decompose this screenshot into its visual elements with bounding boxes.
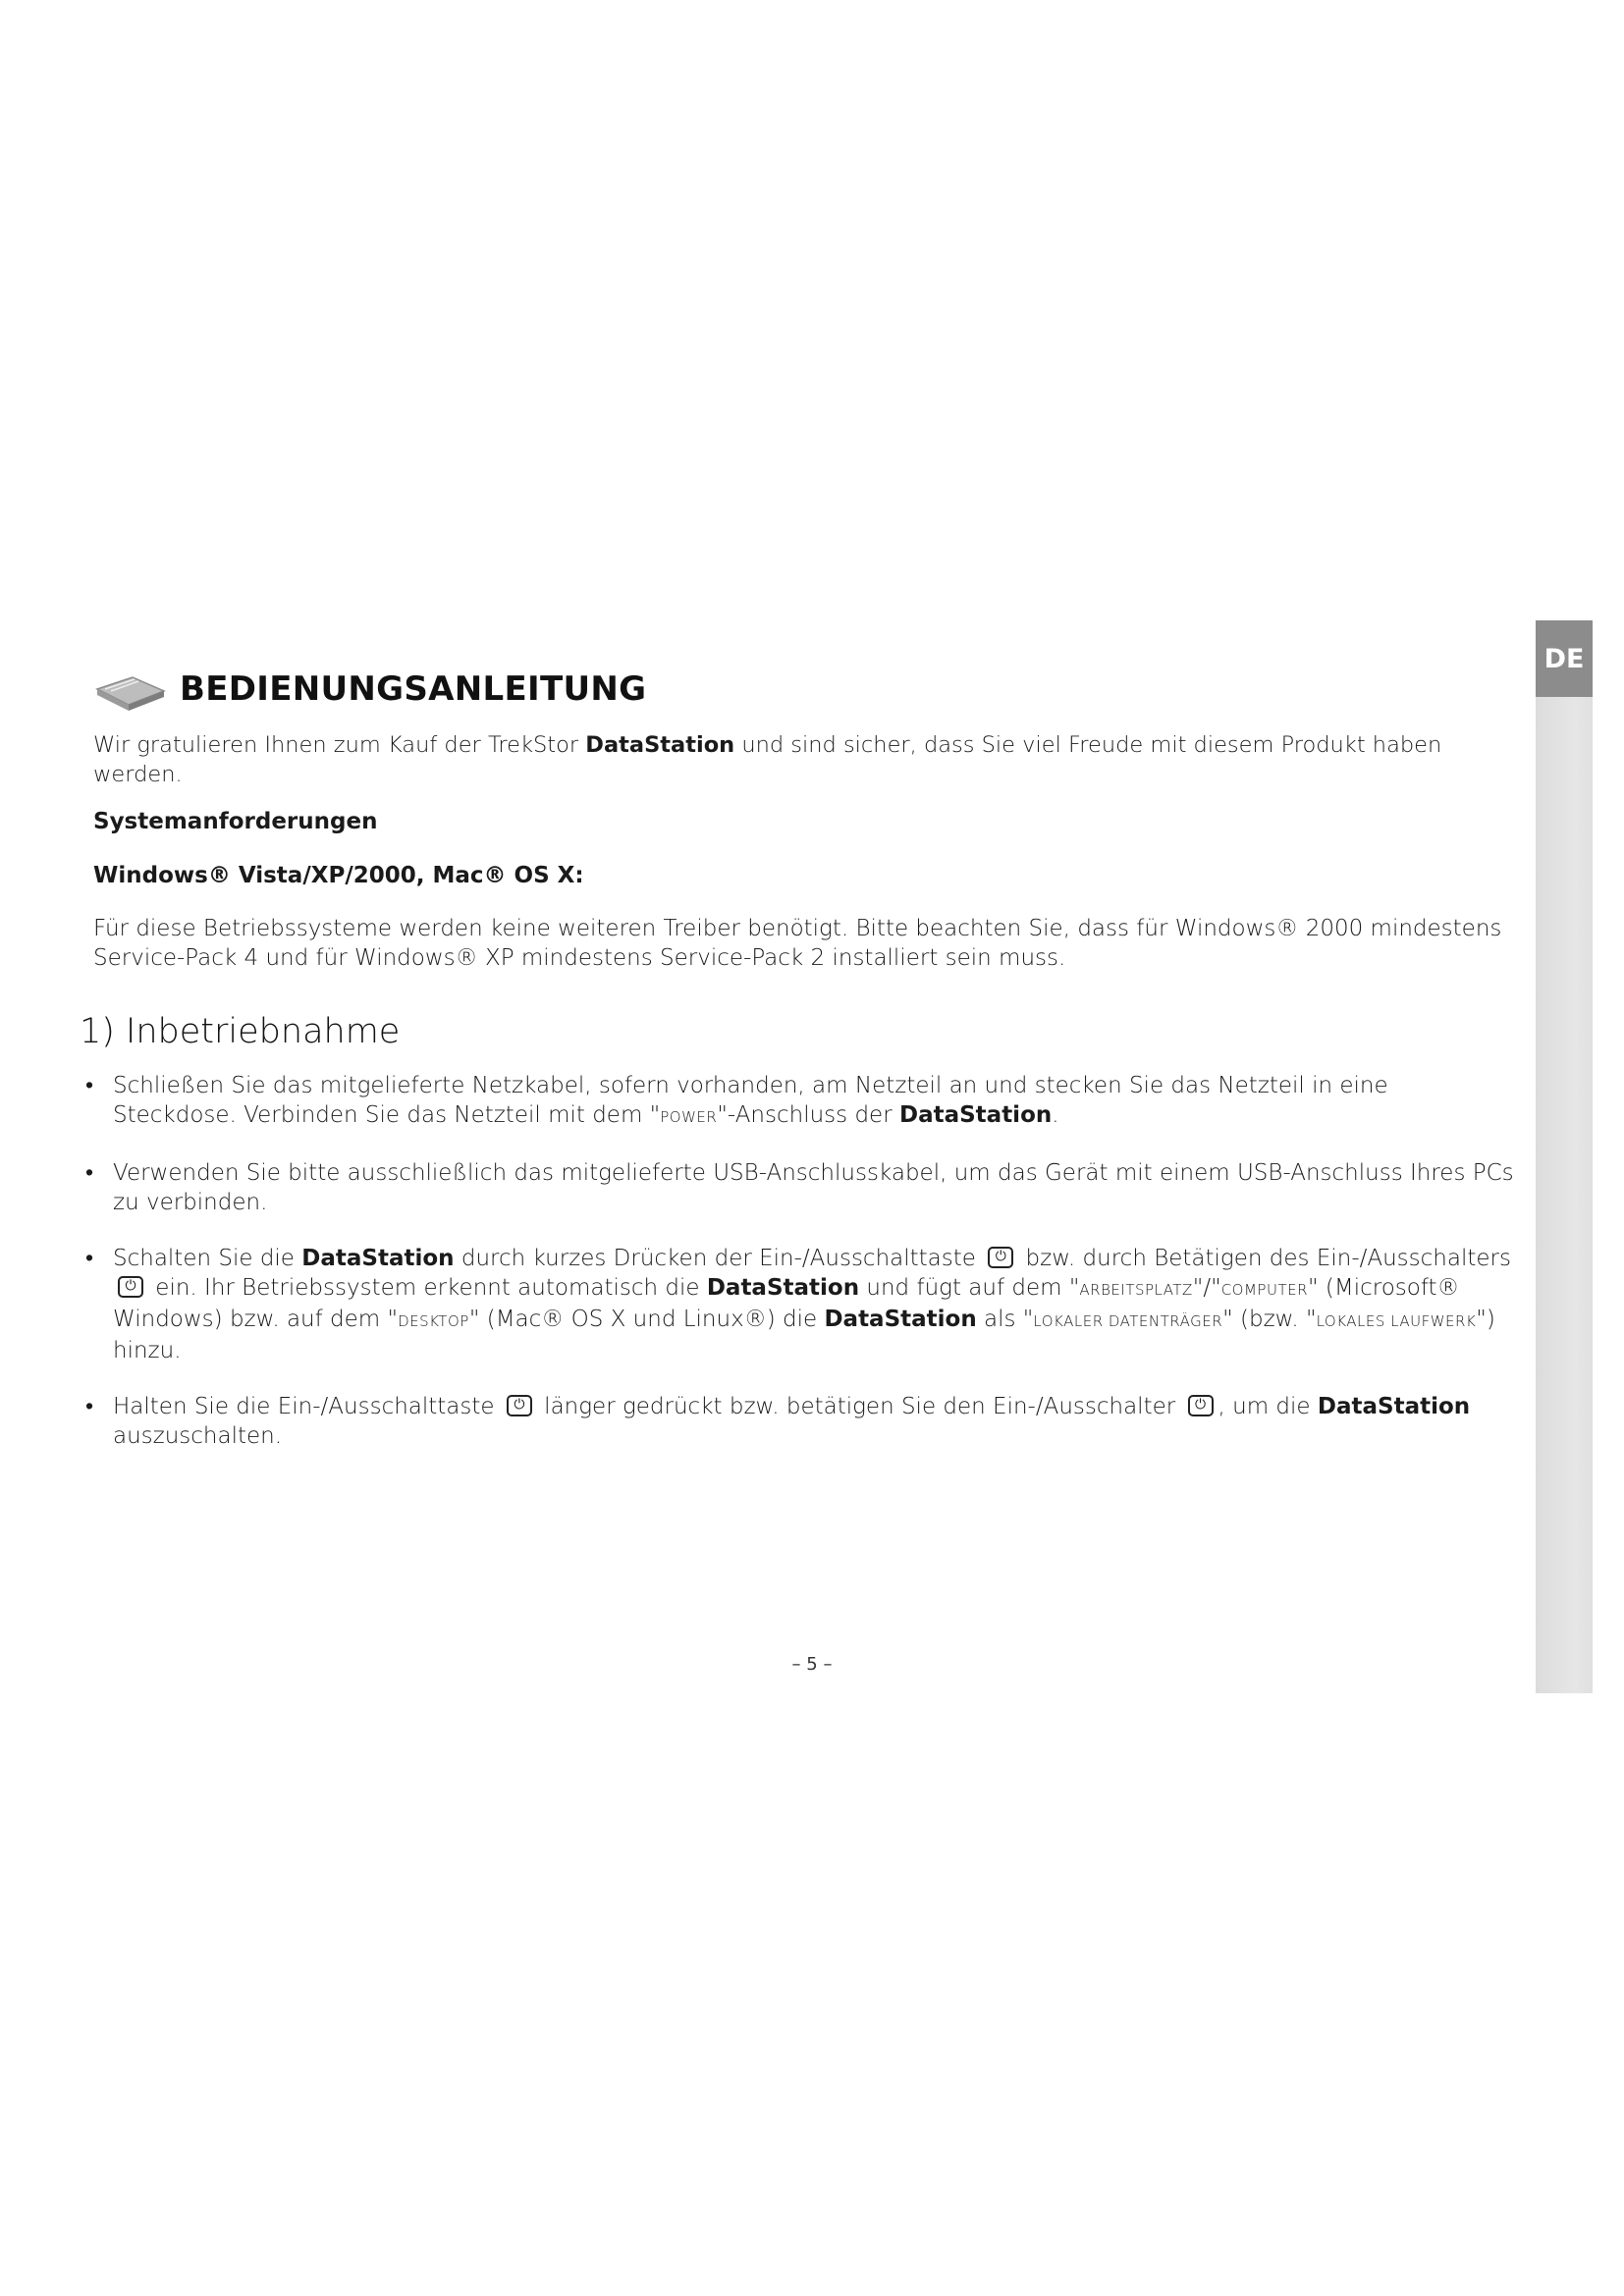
item-text: , um die [1218, 1394, 1318, 1419]
item-text: " (Mac® OS X und Linux®) die [468, 1307, 825, 1332]
title-row [93, 666, 1517, 713]
system-requirements-heading: Systemanforderungen [93, 809, 378, 834]
item-text: " (bzw. " [1222, 1307, 1317, 1332]
os-heading: Windows® Vista/XP/2000, Mac® OS X: [93, 863, 584, 888]
item-text: und fügt auf dem " [859, 1275, 1080, 1301]
item-text: " (Microsoft® Windows) bzw. auf dem " [113, 1275, 1460, 1332]
brand-name: DataStation [301, 1246, 455, 1271]
list-item [80, 1071, 1517, 1132]
manual-book-icon [93, 666, 168, 713]
ui-term: ARBEITSPLATZ [1079, 1281, 1193, 1299]
ui-term: LOKALER DATENTRÄGER [1033, 1312, 1223, 1330]
power-button-icon [988, 1247, 1013, 1268]
section-title: 1) Inbetriebnahme [80, 1012, 401, 1051]
intro-paragraph [93, 730, 1517, 789]
instruction-list [80, 1071, 1517, 1451]
list-item [80, 1244, 1517, 1365]
brand-name: DataStation [706, 1275, 860, 1301]
item-text: als " [976, 1307, 1034, 1332]
item-text: "-Anschluss der [717, 1102, 899, 1128]
item-text: ") hinzu. [113, 1307, 1495, 1363]
power-switch-icon [118, 1276, 143, 1298]
ui-term: DESKTOP [398, 1312, 469, 1330]
brand-name: DataStation [585, 732, 735, 758]
ui-term: LOKALES LAUFWERK [1316, 1312, 1477, 1330]
language-tab-label: DE [1536, 620, 1593, 697]
language-side-tab [1536, 620, 1593, 1693]
brand-name: DataStation [1317, 1394, 1471, 1419]
power-button-icon [507, 1395, 532, 1416]
item-text: ein. Ihr Betriebssystem erkennt automatisch die [148, 1275, 707, 1301]
intro-text: Wir gratulieren Ihnen zum Kauf der TrekStor [93, 732, 586, 758]
power-port-label: POWER [660, 1108, 718, 1126]
item-text: Halten Sie die Ein-/Ausschalttaste [113, 1394, 502, 1419]
page-number: – 5 – [791, 1654, 833, 1675]
item-text: länger gedrückt bzw. betätigen Sie den Ein-/Ausschalter [536, 1394, 1183, 1419]
power-switch-icon [1188, 1395, 1214, 1416]
list-item: • Verwenden Sie bitte ausschließlich das mitgelieferte USB-Anschlusskabel, um das Gerät mit einem USB-Anschluss Ihres PCs zu verbinden. [80, 1158, 1517, 1217]
item-text: "/" [1192, 1275, 1221, 1301]
intro-text: und sind sicher, dass Sie viel Freude mit diesem Produkt haben werden. [93, 732, 1442, 787]
item-text: bzw. durch Betätigen des Ein-/Ausschalters [1018, 1246, 1511, 1271]
item-text: Schalten Sie die [113, 1246, 302, 1271]
brand-name: DataStation [898, 1102, 1053, 1128]
item-text: . [1052, 1102, 1059, 1128]
brand-name: DataStation [824, 1307, 977, 1332]
item-text: Schließen Sie das mitgelieferte Netzkabel, sofern vorhanden, am Netzteil an und stecken Sie das Netzteil in eine Steckdose. Verbinden Sie das Netzteil mit dem " [113, 1073, 1388, 1128]
page-content [80, 666, 1517, 1477]
page-title: BEDIENUNGSANLEITUNG [180, 669, 647, 709]
item-text: auszuschalten. [113, 1423, 283, 1449]
os-paragraph: Für diese Betriebssysteme werden keine weiteren Treiber benötigt. Bitte beachten Sie, dass für Windows® 2000 mindestens Service-Pack 4 und für Windows® XP mindestens Service-Pack 2 installiert sein muss. [93, 916, 1502, 971]
ui-term: COMPUTER [1220, 1281, 1309, 1299]
item-text: durch kurzes Drücken der Ein-/Ausschalttaste [454, 1246, 984, 1271]
list-item [80, 1392, 1517, 1451]
